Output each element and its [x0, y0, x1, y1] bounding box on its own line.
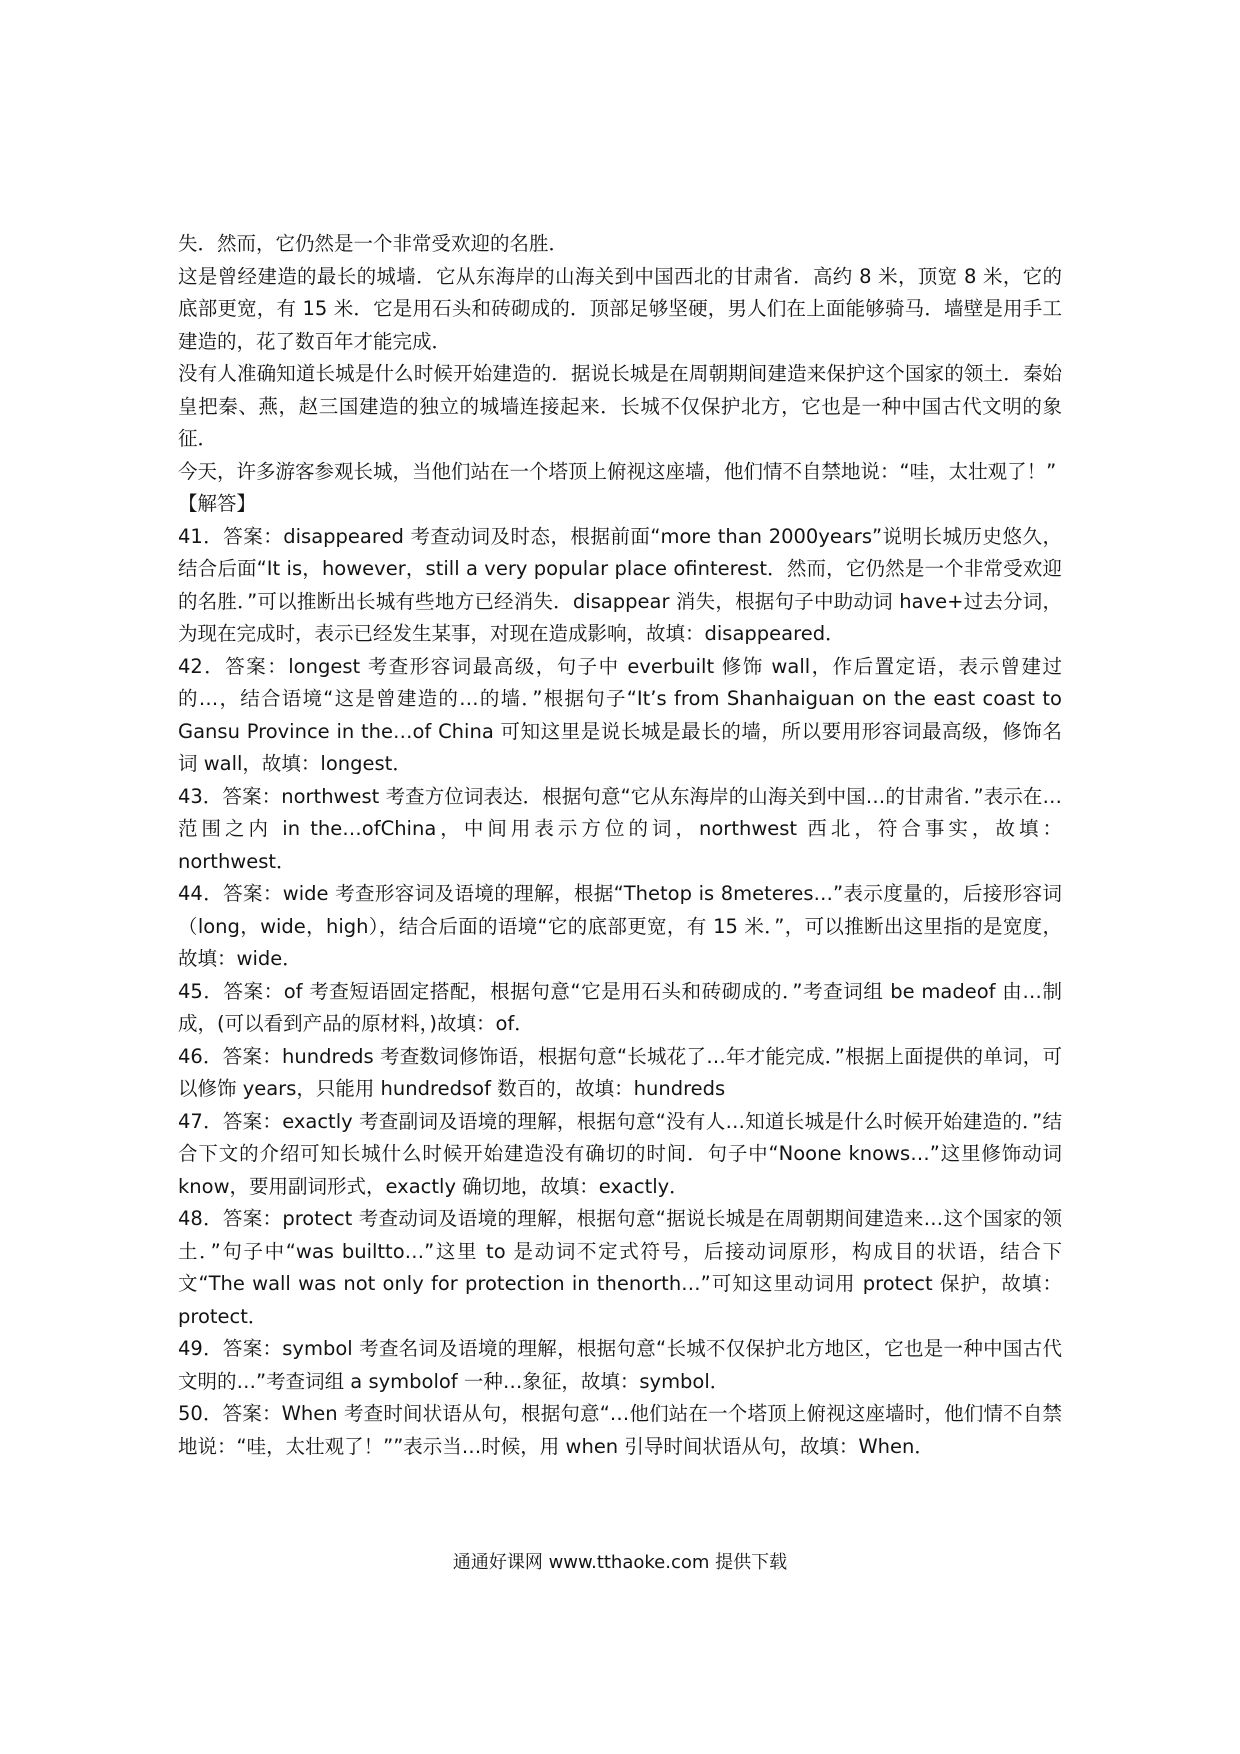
- translation-paragraph: 今天，许多游客参观长城，当他们站在一个塔顶上俯视这座墙，他们情不自禁地说：“哇，太壮观了！”: [178, 459, 1057, 483]
- translation-paragraph: 失．然而，它仍然是一个非常受欢迎的名胜．: [178, 232, 569, 255]
- answer-item-50: 50．答案：When 考查时间状语从句，根据句意“…他们站在一个塔顶上俯视这座墙时，他们情不自禁地说：“哇，太壮观了！””表示当…时候，用 when 引导时间状语从句，故填：When．: [178, 1402, 1062, 1458]
- translation-paragraph: 没有人准确知道长城是什么时候开始建造的．据说长城是在周朝期间建造来保护这个国家的领土．秦始皇把秦、燕，赵三国建造的独立的城墙连接起来．长城不仅保护北方，它也是一种中国古代文明的象征．: [178, 362, 1062, 450]
- answer-item-46: 46．答案：hundreds 考查数词修饰语，根据句意“长城花了…年才能完成．”根据上面提供的单词，可以修饰 years，只能用 hundredsof 数百的，故填：hundreds: [178, 1044, 1062, 1100]
- answer-item-41: 41．答案：disappeared 考查动词及时态，根据前面“more than 2000years”说明长城历史悠久，结合后面“It is，however，still a very popular place ofinterest．然而，它仍然是一个非常受欢迎的名胜．”可以推断出长城有些地方已经消失．disappear 消失，根据句子中助动词 have+过去分词，为现在完成时，表示已经发生某事，对现在造成影响，故填：disappeared．: [178, 524, 1062, 645]
- answer-item-42: 42．答案：longest 考查形容词最高级，句子中 everbuilt 修饰 wall，作后置定语，表示曾建过的…，结合语境“这是曾建造的…的墙．”根据句子“It’s from Shanhaiguan on the east coast to Gansu Province in the…of China 可知这里是说长城是最长的墙，所以要用形容词最高级，修饰名词 wall，故填：longest．: [178, 654, 1062, 775]
- answer-item-48: 48．答案：protect 考查动词及语境的理解，根据句意“据说长城是在周朝期间建造来…这个国家的领土．”句子中“was builtto…”这里 to 是动词不定式符号，后接动词原形，构成目的状语，结合下文“The wall was not only for protection in thenorth…”可知这里动词用 protect 保护，故填：protect．: [178, 1207, 1062, 1328]
- answer-item-49: 49．答案：symbol 考查名词及语境的理解，根据句意“长城不仅保护北方地区，它也是一种中国古代文明的…”考查词组 a symbolof 一种…象征，故填：symbol．: [178, 1337, 1062, 1393]
- document-body: [178, 228, 1062, 1463]
- answer-item-43: 43．答案：northwest 考查方位词表达．根据句意“它从东海岸的山海关到中国…的甘肃省．”表示在…范围之内 in the…ofChina，中间用表示方位的词，northwest 西北，符合事实，故填：northwest．: [178, 784, 1062, 873]
- page-footer: 通通好课网 www.tthaoke.com 提供下载: [452, 1552, 788, 1573]
- answer-item-45: 45．答案：of 考查短语固定搭配，根据句意“它是用石头和砖砌成的．”考查词组 be madeof 由…制成，(可以看到产品的原材料，)故填：of．: [178, 979, 1062, 1035]
- translation-paragraph: 这是曾经建造的最长的城墙．它从东海岸的山海关到中国西北的甘肃省．高约 8 米，顶宽 8 米，它的底部更宽，有 15 米．它是用石头和砖砌成的．顶部足够坚硬，男人们在上面能够骑马．墙壁是用手工建造的，花了数百年才能完成．: [178, 264, 1062, 353]
- answer-heading: 【解答】: [178, 492, 257, 515]
- answer-item-44: 44．答案：wide 考查形容词及语境的理解，根据“Thetop is 8meteres…”表示度量的，后接形容词（long，wide，high），结合后面的语境“它的底部更宽，有 15 米．”，可以推断出这里指的是宽度，故填：wide．: [178, 882, 1062, 970]
- answer-item-47: 47．答案：exactly 考查副词及语境的理解，根据句意“没有人…知道长城是什么时候开始建造的．”结合下文的介绍可知长城什么时候开始建造没有确切的时间．句子中“Noone knows…”这里修饰动词 know，要用副词形式，exactly 确切地，故填：exactly．: [178, 1109, 1062, 1198]
